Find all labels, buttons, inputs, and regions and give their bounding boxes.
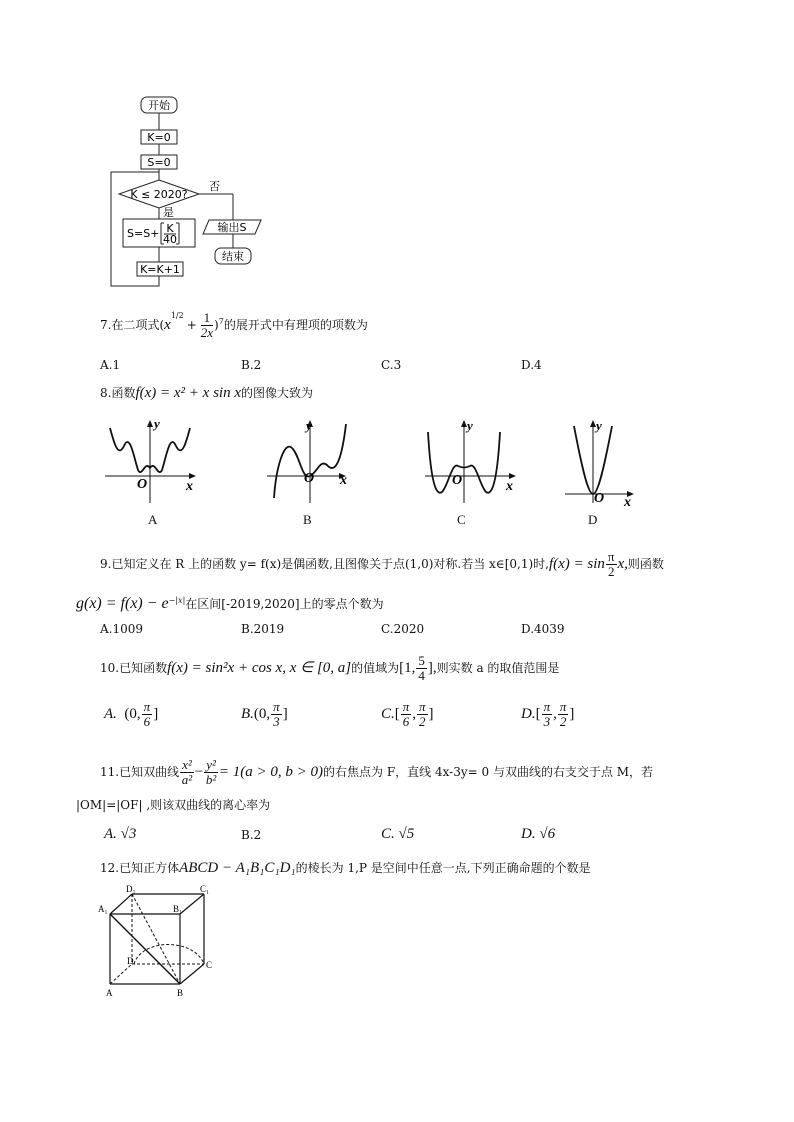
svg-text:y: y [596, 418, 602, 433]
q7-fraction: $\frac{1}{2x}$ [200, 310, 214, 340]
flowchart-start-text: 开始 [148, 99, 170, 112]
q8-graph-a[interactable] [100, 418, 200, 508]
q10-option-c[interactable]: C.[ $\frac{\pi}{6}$ , $\frac{\pi}{2}$ ] [381, 699, 434, 729]
svg-text:x: x [186, 479, 193, 494]
flowchart [105, 92, 275, 292]
svg-text:y: y [154, 418, 160, 431]
question-8: 8.函数f(x) = x² + x sin x的图像大致为 [100, 385, 314, 401]
svg-text:O: O [304, 471, 315, 486]
cube-label-a1: A₁ [98, 904, 108, 914]
flowchart-forty: 40 [163, 233, 177, 246]
q8-label-b: B [303, 512, 312, 527]
flowchart-k-inc-text: K=K+1 [140, 263, 180, 276]
flowchart-update-s-text: S=S+ [127, 227, 160, 240]
flowchart-k-init-text: K=0 [147, 131, 171, 144]
cube-label-a: A [106, 988, 113, 998]
q8-label-a: A [148, 512, 158, 527]
question-7: 7.在二项式($x^{1/2}+$ $\frac{1}{2x}$ )$^7$的展开式中有理项的项数为 [100, 310, 368, 340]
svg-text:y: y [467, 418, 473, 433]
q11-option-b[interactable]: B.2 [241, 828, 262, 842]
svg-text:O: O [594, 491, 605, 506]
cube-label-c: C [206, 960, 213, 970]
cube-label-c1: C₁ [200, 884, 210, 894]
question-9-line-1: 9.已知定义在 R 上的函数 y= f(x)是偶函数,且图像关于点(1,0)对称.若当 x∈[0,1)时,f(x) = sin $\frac{\pi}{2}$ x,则函数 [100, 549, 664, 579]
cube-label-b1: B₁ [173, 904, 183, 914]
q9-option-b[interactable]: B.2019 [241, 622, 285, 636]
cube-label-d1: D₁ [126, 884, 136, 894]
cube-diagram [94, 884, 224, 1004]
q10-option-d[interactable]: D.[ $\frac{\pi}{3}$ , $\frac{\pi}{2}$ ] [521, 699, 575, 729]
svg-text:y: y [306, 418, 312, 433]
q7-option-c[interactable]: C.3 [381, 358, 402, 372]
q9-option-d[interactable]: D.4039 [521, 622, 565, 636]
q8-graph-d[interactable] [560, 418, 640, 508]
cube-label-b: B [177, 988, 184, 998]
q9-option-a[interactable]: A.1009 [100, 622, 144, 636]
flowchart-end-text: 结束 [222, 250, 244, 263]
flowchart-condition-text: K ≤ 2020? [130, 188, 188, 201]
q8-label-d: D [588, 512, 598, 527]
question-12: 12.已知正方体ABCD − A₁B₁C₁D₁的棱长为 1,P 是空间中任意一点,下列正确命题的个数是 [100, 860, 591, 876]
svg-text:O: O [452, 473, 463, 488]
q10-option-b[interactable]: B.(0, $\frac{\pi}{3}$ ] [241, 699, 288, 729]
question-10: 10.已知函数f(x) = sin²x + cos x, x ∈ [0, a]的值域为[1, $\frac{5}{4}$ ],则实数 a 的取值范围是 [100, 653, 560, 683]
flowchart-yes-label: 是 [163, 206, 174, 219]
flowchart-no-label: 否 [209, 180, 220, 193]
q11-option-a[interactable]: A. √3 [104, 826, 137, 842]
q7-option-b[interactable]: B.2 [241, 358, 262, 372]
flowchart-s-init-text: S=0 [147, 156, 171, 169]
q8-graph-c[interactable] [420, 418, 520, 508]
question-9-line-2: $g(x) = f(x) - e^{-|x|}$在区间[-2019,2020]上的零点个数为 [76, 595, 384, 612]
q11-option-c[interactable]: C. √5 [381, 826, 415, 842]
q9-option-c[interactable]: C.2020 [381, 622, 425, 636]
q10-option-a[interactable]: A. (0, $\frac{\pi}{6}$ ] [104, 699, 159, 729]
q7-option-d[interactable]: D.4 [521, 358, 542, 372]
cube-label-d: D [127, 956, 134, 966]
svg-text:x: x [506, 479, 513, 494]
question-11-line-2: |OM|=|OF| ,则该双曲线的离心率为 [76, 798, 271, 812]
q7-option-a[interactable]: A.1 [100, 358, 121, 372]
q8-label-c: C [457, 512, 466, 527]
q8-graph-b[interactable] [262, 418, 362, 508]
q11-option-d[interactable]: D. √6 [521, 826, 556, 842]
question-11-line-1: 11.已知双曲线 $\frac{\text{x²}}{\text{a²}}$ − $\frac{\text{y²}}{\text{b²}}$ = 1(a > 0, b > 0)的右焦点为 F，直线 4x-3y= 0 与双曲线的右支交于点 M，若 [100, 757, 654, 787]
flowchart-output-text: 输出S [217, 221, 247, 234]
svg-text:O: O [137, 477, 148, 492]
svg-text:x: x [624, 495, 631, 508]
flowchart-k-over: K [166, 222, 174, 235]
svg-text:x: x [340, 473, 347, 488]
